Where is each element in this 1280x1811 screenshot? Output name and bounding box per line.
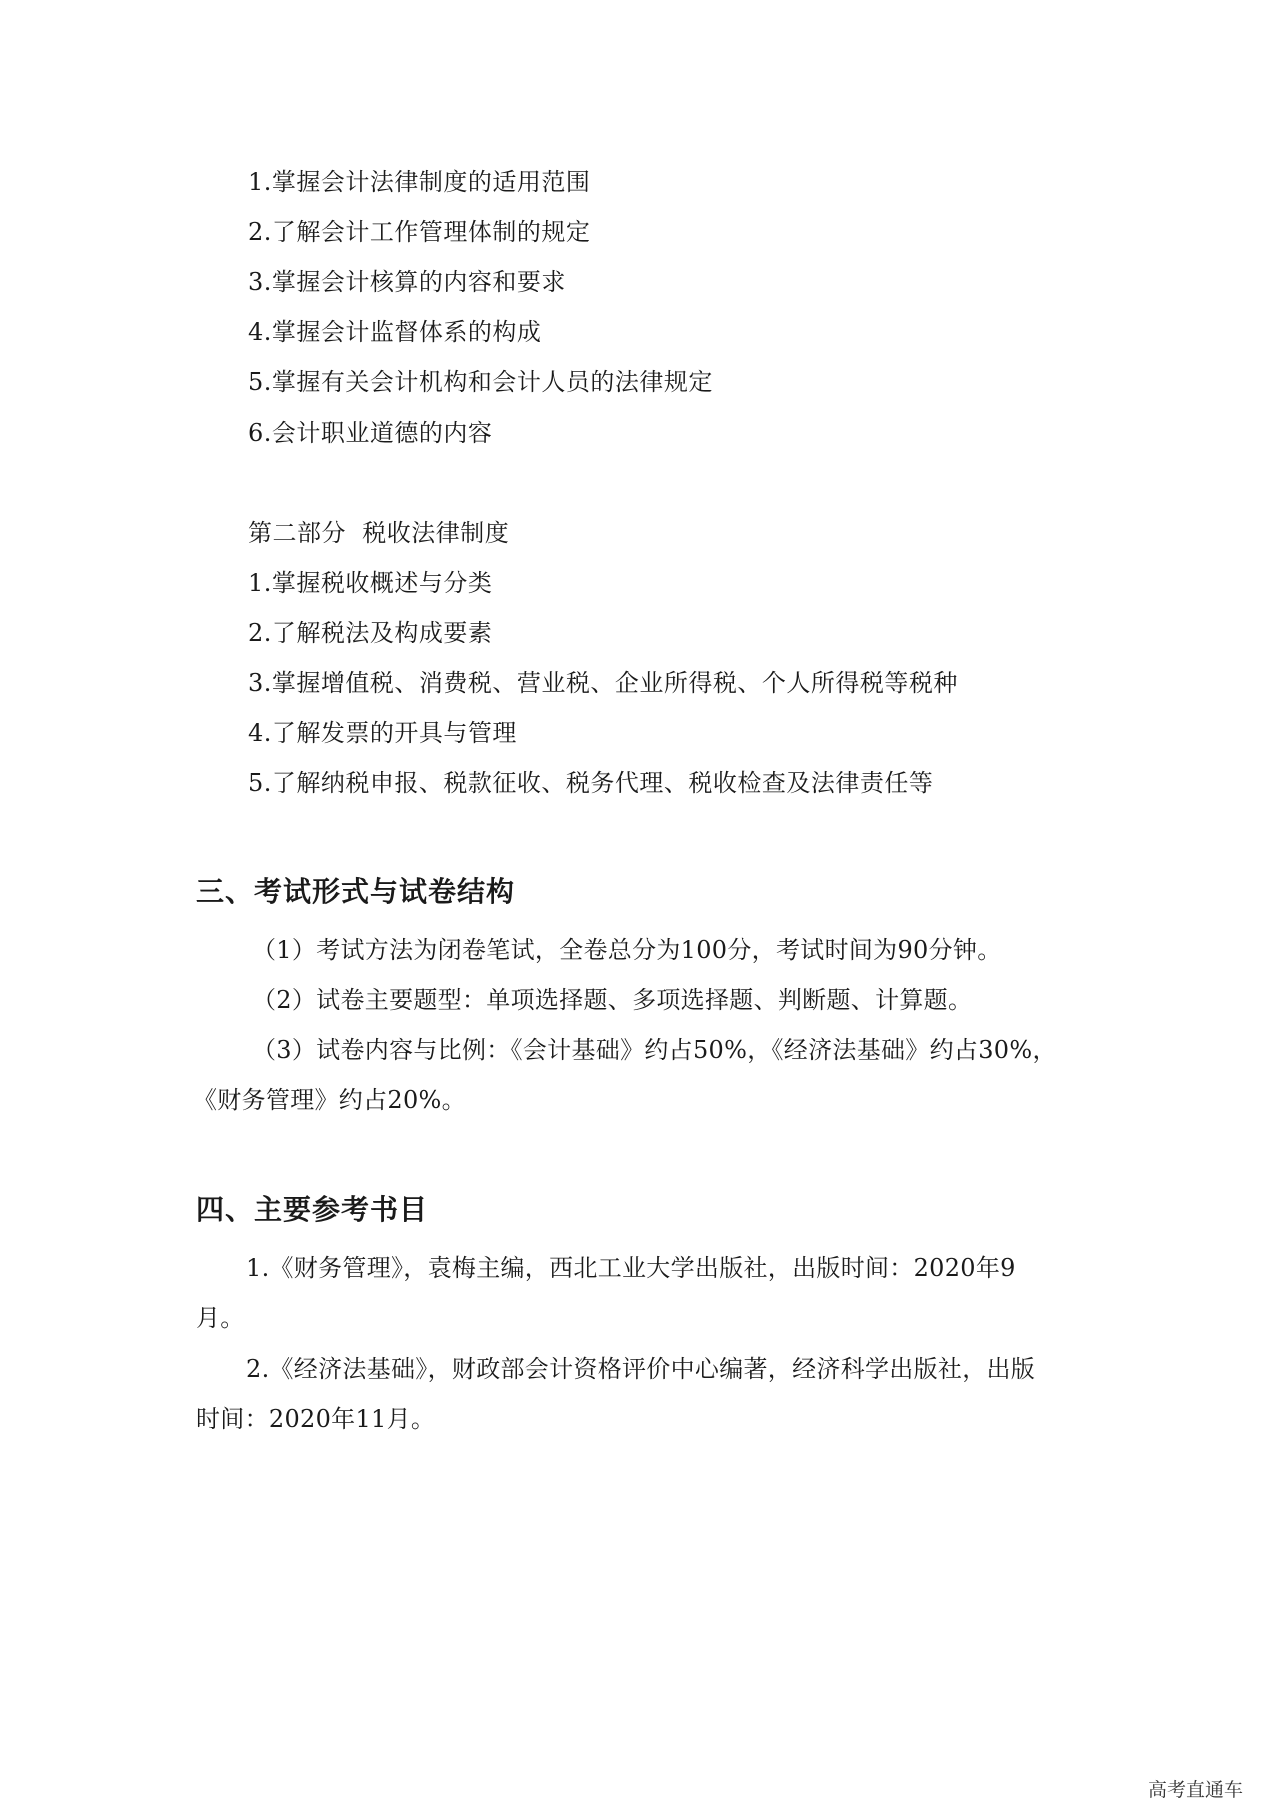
part2-item-1: 1.掌握税收概述与分类 xyxy=(248,569,493,597)
reference-2-line2: 时间：2020年11月。 xyxy=(196,1405,436,1433)
watermark-text: 高考直通车 xyxy=(1144,1778,1247,1802)
section3-para-1: （1）考试方法为闭卷笔试，全卷总分为100分，考试时间为90分钟。 xyxy=(252,936,1002,964)
section3-para-3-line1: （3）试卷内容与比例：《会计基础》约占50%，《经济法基础》约占30%， xyxy=(252,1036,1057,1064)
part2-item-5: 5.了解纳税申报、税款征收、税务代理、税收检查及法律责任等 xyxy=(248,769,934,797)
part2-item-3: 3.掌握增值税、消费税、营业税、企业所得税、个人所得税等税种 xyxy=(248,669,958,697)
part1-item-2: 2.了解会计工作管理体制的规定 xyxy=(248,218,591,246)
part1-item-3: 3.掌握会计核算的内容和要求 xyxy=(248,268,566,296)
section3-heading: 三、考试形式与试卷结构 xyxy=(196,875,516,908)
part1-item-6: 6.会计职业道德的内容 xyxy=(248,419,493,447)
part1-item-5: 5.掌握有关会计机构和会计人员的法律规定 xyxy=(248,368,713,396)
reference-1-line1: 1.《财务管理》，袁梅主编，西北工业大学出版社，出版时间：2020年9 xyxy=(246,1254,1016,1282)
section3-para-3-line2: 《财务管理》约占20%。 xyxy=(193,1086,466,1114)
section3-para-2: （2）试卷主要题型：单项选择题、多项选择题、判断题、计算题。 xyxy=(252,986,973,1014)
part2-item-4: 4.了解发票的开具与管理 xyxy=(248,719,517,747)
part2-title: 第二部分 税收法律制度 xyxy=(248,519,510,547)
section4-heading: 四、主要参考书目 xyxy=(196,1193,429,1226)
part1-item-1: 1.掌握会计法律制度的适用范围 xyxy=(248,168,591,196)
reference-1-line2: 月。 xyxy=(196,1304,245,1332)
part2-item-2: 2.了解税法及构成要素 xyxy=(248,619,493,647)
part1-item-4: 4.掌握会计监督体系的构成 xyxy=(248,318,542,346)
reference-2-line1: 2.《经济法基础》，财政部会计资格评价中心编著，经济科学出版社，出版 xyxy=(246,1355,1036,1383)
